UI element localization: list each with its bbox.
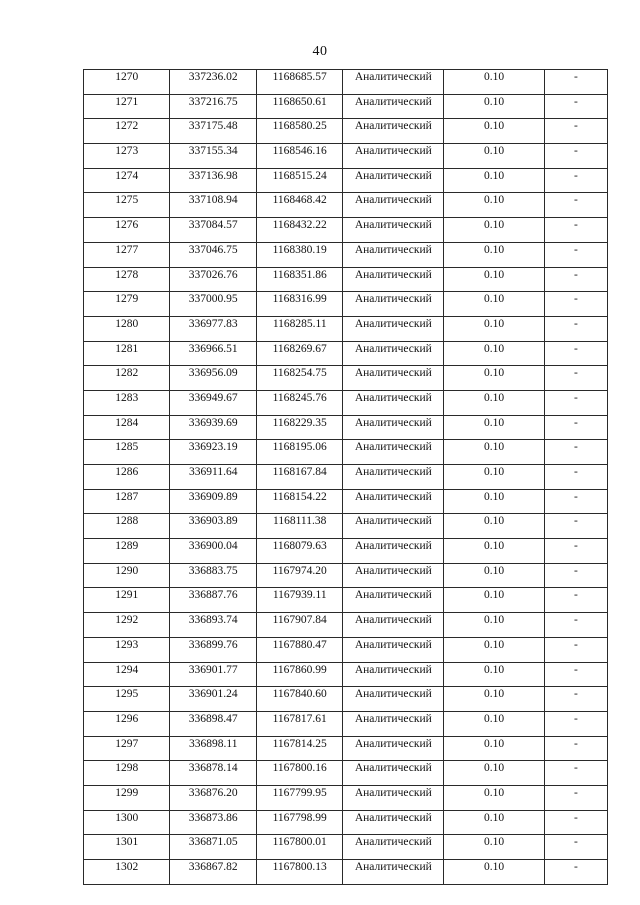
method-cell: Аналитический bbox=[343, 613, 444, 638]
x-coordinate-cell: 337046.75 bbox=[170, 242, 256, 267]
accuracy-cell: 0.10 bbox=[444, 613, 545, 638]
note-cell: - bbox=[544, 637, 607, 662]
point-number-cell: 1280 bbox=[84, 316, 170, 341]
table-row bbox=[84, 366, 608, 391]
method-cell: Аналитический bbox=[343, 588, 444, 613]
accuracy-cell: 0.10 bbox=[444, 292, 545, 317]
y-coordinate-cell: 1167860.99 bbox=[256, 662, 342, 687]
table-row bbox=[84, 242, 608, 267]
accuracy-cell: 0.10 bbox=[444, 94, 545, 119]
y-coordinate-cell: 1168079.63 bbox=[256, 539, 342, 564]
accuracy-cell: 0.10 bbox=[444, 539, 545, 564]
table-row bbox=[84, 835, 608, 860]
point-number-cell: 1277 bbox=[84, 242, 170, 267]
table-row bbox=[84, 292, 608, 317]
y-coordinate-cell: 1167817.61 bbox=[256, 711, 342, 736]
note-cell: - bbox=[544, 193, 607, 218]
point-number-cell: 1300 bbox=[84, 810, 170, 835]
point-number-cell: 1279 bbox=[84, 292, 170, 317]
point-number-cell: 1292 bbox=[84, 613, 170, 638]
point-number-cell: 1273 bbox=[84, 144, 170, 169]
note-cell: - bbox=[544, 711, 607, 736]
method-cell: Аналитический bbox=[343, 687, 444, 712]
x-coordinate-cell: 336900.04 bbox=[170, 539, 256, 564]
y-coordinate-cell: 1168351.86 bbox=[256, 267, 342, 292]
method-cell: Аналитический bbox=[343, 193, 444, 218]
x-coordinate-cell: 336949.67 bbox=[170, 390, 256, 415]
point-number-cell: 1296 bbox=[84, 711, 170, 736]
note-cell: - bbox=[544, 588, 607, 613]
method-cell: Аналитический bbox=[343, 835, 444, 860]
x-coordinate-cell: 337155.34 bbox=[170, 144, 256, 169]
y-coordinate-cell: 1167798.99 bbox=[256, 810, 342, 835]
point-number-cell: 1272 bbox=[84, 119, 170, 144]
accuracy-cell: 0.10 bbox=[444, 489, 545, 514]
point-number-cell: 1282 bbox=[84, 366, 170, 391]
table-row bbox=[84, 761, 608, 786]
table-row bbox=[84, 341, 608, 366]
table-row bbox=[84, 860, 608, 885]
method-cell: Аналитический bbox=[343, 242, 444, 267]
point-number-cell: 1294 bbox=[84, 662, 170, 687]
method-cell: Аналитический bbox=[343, 711, 444, 736]
point-number-cell: 1289 bbox=[84, 539, 170, 564]
table-row bbox=[84, 687, 608, 712]
y-coordinate-cell: 1167800.13 bbox=[256, 860, 342, 885]
y-coordinate-cell: 1168111.38 bbox=[256, 514, 342, 539]
table-row bbox=[84, 711, 608, 736]
x-coordinate-cell: 336878.14 bbox=[170, 761, 256, 786]
x-coordinate-cell: 337216.75 bbox=[170, 94, 256, 119]
x-coordinate-cell: 336867.82 bbox=[170, 860, 256, 885]
note-cell: - bbox=[544, 613, 607, 638]
method-cell: Аналитический bbox=[343, 440, 444, 465]
x-coordinate-cell: 336901.77 bbox=[170, 662, 256, 687]
accuracy-cell: 0.10 bbox=[444, 440, 545, 465]
y-coordinate-cell: 1167800.01 bbox=[256, 835, 342, 860]
table-row bbox=[84, 415, 608, 440]
x-coordinate-cell: 336893.74 bbox=[170, 613, 256, 638]
y-coordinate-cell: 1167840.60 bbox=[256, 687, 342, 712]
x-coordinate-cell: 337000.95 bbox=[170, 292, 256, 317]
y-coordinate-cell: 1168269.67 bbox=[256, 341, 342, 366]
y-coordinate-cell: 1167939.11 bbox=[256, 588, 342, 613]
method-cell: Аналитический bbox=[343, 366, 444, 391]
x-coordinate-cell: 337084.57 bbox=[170, 218, 256, 243]
table-row bbox=[84, 613, 608, 638]
method-cell: Аналитический bbox=[343, 465, 444, 490]
point-number-cell: 1284 bbox=[84, 415, 170, 440]
accuracy-cell: 0.10 bbox=[444, 711, 545, 736]
note-cell: - bbox=[544, 94, 607, 119]
table-row bbox=[84, 465, 608, 490]
note-cell: - bbox=[544, 736, 607, 761]
x-coordinate-cell: 336966.51 bbox=[170, 341, 256, 366]
coordinates-table bbox=[83, 69, 608, 885]
method-cell: Аналитический bbox=[343, 415, 444, 440]
table-row bbox=[84, 168, 608, 193]
y-coordinate-cell: 1168285.11 bbox=[256, 316, 342, 341]
accuracy-cell: 0.10 bbox=[444, 267, 545, 292]
table-row bbox=[84, 736, 608, 761]
note-cell: - bbox=[544, 366, 607, 391]
method-cell: Аналитический bbox=[343, 341, 444, 366]
method-cell: Аналитический bbox=[343, 860, 444, 885]
table-row bbox=[84, 662, 608, 687]
accuracy-cell: 0.10 bbox=[444, 390, 545, 415]
point-number-cell: 1276 bbox=[84, 218, 170, 243]
x-coordinate-cell: 336898.11 bbox=[170, 736, 256, 761]
table-row bbox=[84, 440, 608, 465]
accuracy-cell: 0.10 bbox=[444, 514, 545, 539]
method-cell: Аналитический bbox=[343, 662, 444, 687]
y-coordinate-cell: 1167880.47 bbox=[256, 637, 342, 662]
method-cell: Аналитический bbox=[343, 736, 444, 761]
y-coordinate-cell: 1168316.99 bbox=[256, 292, 342, 317]
note-cell: - bbox=[544, 341, 607, 366]
x-coordinate-cell: 336909.89 bbox=[170, 489, 256, 514]
point-number-cell: 1275 bbox=[84, 193, 170, 218]
note-cell: - bbox=[544, 292, 607, 317]
y-coordinate-cell: 1168432.22 bbox=[256, 218, 342, 243]
accuracy-cell: 0.10 bbox=[444, 835, 545, 860]
x-coordinate-cell: 336911.64 bbox=[170, 465, 256, 490]
method-cell: Аналитический bbox=[343, 761, 444, 786]
y-coordinate-cell: 1168380.19 bbox=[256, 242, 342, 267]
x-coordinate-cell: 336887.76 bbox=[170, 588, 256, 613]
note-cell: - bbox=[544, 761, 607, 786]
table-row bbox=[84, 316, 608, 341]
note-cell: - bbox=[544, 440, 607, 465]
accuracy-cell: 0.10 bbox=[444, 144, 545, 169]
point-number-cell: 1271 bbox=[84, 94, 170, 119]
note-cell: - bbox=[544, 70, 607, 95]
table-row bbox=[84, 218, 608, 243]
table-row bbox=[84, 144, 608, 169]
y-coordinate-cell: 1168515.24 bbox=[256, 168, 342, 193]
method-cell: Аналитический bbox=[343, 94, 444, 119]
table-row bbox=[84, 193, 608, 218]
note-cell: - bbox=[544, 489, 607, 514]
point-number-cell: 1291 bbox=[84, 588, 170, 613]
table-row bbox=[84, 267, 608, 292]
point-number-cell: 1301 bbox=[84, 835, 170, 860]
x-coordinate-cell: 336871.05 bbox=[170, 835, 256, 860]
accuracy-cell: 0.10 bbox=[444, 465, 545, 490]
point-number-cell: 1278 bbox=[84, 267, 170, 292]
note-cell: - bbox=[544, 514, 607, 539]
x-coordinate-cell: 336901.24 bbox=[170, 687, 256, 712]
accuracy-cell: 0.10 bbox=[444, 242, 545, 267]
accuracy-cell: 0.10 bbox=[444, 662, 545, 687]
table-row bbox=[84, 539, 608, 564]
point-number-cell: 1285 bbox=[84, 440, 170, 465]
note-cell: - bbox=[544, 144, 607, 169]
accuracy-cell: 0.10 bbox=[444, 736, 545, 761]
accuracy-cell: 0.10 bbox=[444, 860, 545, 885]
x-coordinate-cell: 337236.02 bbox=[170, 70, 256, 95]
method-cell: Аналитический bbox=[343, 514, 444, 539]
point-number-cell: 1270 bbox=[84, 70, 170, 95]
x-coordinate-cell: 337026.76 bbox=[170, 267, 256, 292]
method-cell: Аналитический bbox=[343, 637, 444, 662]
method-cell: Аналитический bbox=[343, 292, 444, 317]
note-cell: - bbox=[544, 539, 607, 564]
accuracy-cell: 0.10 bbox=[444, 193, 545, 218]
accuracy-cell: 0.10 bbox=[444, 588, 545, 613]
point-number-cell: 1286 bbox=[84, 465, 170, 490]
note-cell: - bbox=[544, 662, 607, 687]
note-cell: - bbox=[544, 465, 607, 490]
x-coordinate-cell: 337175.48 bbox=[170, 119, 256, 144]
y-coordinate-cell: 1168245.76 bbox=[256, 390, 342, 415]
table-row bbox=[84, 119, 608, 144]
method-cell: Аналитический bbox=[343, 267, 444, 292]
method-cell: Аналитический bbox=[343, 785, 444, 810]
x-coordinate-cell: 336939.69 bbox=[170, 415, 256, 440]
table-row bbox=[84, 785, 608, 810]
y-coordinate-cell: 1168546.16 bbox=[256, 144, 342, 169]
y-coordinate-cell: 1168154.22 bbox=[256, 489, 342, 514]
accuracy-cell: 0.10 bbox=[444, 637, 545, 662]
point-number-cell: 1295 bbox=[84, 687, 170, 712]
table-row bbox=[84, 514, 608, 539]
note-cell: - bbox=[544, 687, 607, 712]
method-cell: Аналитический bbox=[343, 810, 444, 835]
x-coordinate-cell: 336883.75 bbox=[170, 563, 256, 588]
point-number-cell: 1288 bbox=[84, 514, 170, 539]
y-coordinate-cell: 1168195.06 bbox=[256, 440, 342, 465]
page-number: 40 bbox=[312, 44, 328, 59]
method-cell: Аналитический bbox=[343, 119, 444, 144]
method-cell: Аналитический bbox=[343, 168, 444, 193]
y-coordinate-cell: 1168167.84 bbox=[256, 465, 342, 490]
y-coordinate-cell: 1168580.25 bbox=[256, 119, 342, 144]
table-row bbox=[84, 588, 608, 613]
y-coordinate-cell: 1168229.35 bbox=[256, 415, 342, 440]
table-row bbox=[84, 489, 608, 514]
table-row bbox=[84, 70, 608, 95]
y-coordinate-cell: 1168650.61 bbox=[256, 94, 342, 119]
note-cell: - bbox=[544, 835, 607, 860]
x-coordinate-cell: 337136.98 bbox=[170, 168, 256, 193]
y-coordinate-cell: 1168254.75 bbox=[256, 366, 342, 391]
y-coordinate-cell: 1167814.25 bbox=[256, 736, 342, 761]
y-coordinate-cell: 1167800.16 bbox=[256, 761, 342, 786]
x-coordinate-cell: 336956.09 bbox=[170, 366, 256, 391]
note-cell: - bbox=[544, 810, 607, 835]
y-coordinate-cell: 1167974.20 bbox=[256, 563, 342, 588]
point-number-cell: 1299 bbox=[84, 785, 170, 810]
note-cell: - bbox=[544, 316, 607, 341]
point-number-cell: 1274 bbox=[84, 168, 170, 193]
method-cell: Аналитический bbox=[343, 563, 444, 588]
accuracy-cell: 0.10 bbox=[444, 168, 545, 193]
note-cell: - bbox=[544, 242, 607, 267]
x-coordinate-cell: 336873.86 bbox=[170, 810, 256, 835]
table-row bbox=[84, 563, 608, 588]
note-cell: - bbox=[544, 390, 607, 415]
point-number-cell: 1281 bbox=[84, 341, 170, 366]
point-number-cell: 1293 bbox=[84, 637, 170, 662]
accuracy-cell: 0.10 bbox=[444, 761, 545, 786]
table-row bbox=[84, 810, 608, 835]
x-coordinate-cell: 336899.76 bbox=[170, 637, 256, 662]
accuracy-cell: 0.10 bbox=[444, 316, 545, 341]
accuracy-cell: 0.10 bbox=[444, 218, 545, 243]
point-number-cell: 1283 bbox=[84, 390, 170, 415]
accuracy-cell: 0.10 bbox=[444, 341, 545, 366]
note-cell: - bbox=[544, 415, 607, 440]
note-cell: - bbox=[544, 119, 607, 144]
accuracy-cell: 0.10 bbox=[444, 415, 545, 440]
method-cell: Аналитический bbox=[343, 539, 444, 564]
method-cell: Аналитический bbox=[343, 489, 444, 514]
table-row bbox=[84, 390, 608, 415]
x-coordinate-cell: 337108.94 bbox=[170, 193, 256, 218]
y-coordinate-cell: 1167799.95 bbox=[256, 785, 342, 810]
y-coordinate-cell: 1168468.42 bbox=[256, 193, 342, 218]
x-coordinate-cell: 336898.47 bbox=[170, 711, 256, 736]
x-coordinate-cell: 336977.83 bbox=[170, 316, 256, 341]
note-cell: - bbox=[544, 563, 607, 588]
coordinates-table-body bbox=[84, 70, 608, 885]
note-cell: - bbox=[544, 860, 607, 885]
note-cell: - bbox=[544, 168, 607, 193]
accuracy-cell: 0.10 bbox=[444, 785, 545, 810]
method-cell: Аналитический bbox=[343, 144, 444, 169]
y-coordinate-cell: 1167907.84 bbox=[256, 613, 342, 638]
method-cell: Аналитический bbox=[343, 390, 444, 415]
x-coordinate-cell: 336923.19 bbox=[170, 440, 256, 465]
table-row bbox=[84, 94, 608, 119]
table-row bbox=[84, 637, 608, 662]
point-number-cell: 1287 bbox=[84, 489, 170, 514]
x-coordinate-cell: 336903.89 bbox=[170, 514, 256, 539]
accuracy-cell: 0.10 bbox=[444, 70, 545, 95]
point-number-cell: 1298 bbox=[84, 761, 170, 786]
note-cell: - bbox=[544, 785, 607, 810]
point-number-cell: 1290 bbox=[84, 563, 170, 588]
method-cell: Аналитический bbox=[343, 70, 444, 95]
accuracy-cell: 0.10 bbox=[444, 810, 545, 835]
x-coordinate-cell: 336876.20 bbox=[170, 785, 256, 810]
method-cell: Аналитический bbox=[343, 218, 444, 243]
note-cell: - bbox=[544, 218, 607, 243]
method-cell: Аналитический bbox=[343, 316, 444, 341]
accuracy-cell: 0.10 bbox=[444, 119, 545, 144]
point-number-cell: 1302 bbox=[84, 860, 170, 885]
point-number-cell: 1297 bbox=[84, 736, 170, 761]
accuracy-cell: 0.10 bbox=[444, 687, 545, 712]
accuracy-cell: 0.10 bbox=[444, 563, 545, 588]
accuracy-cell: 0.10 bbox=[444, 366, 545, 391]
note-cell: - bbox=[544, 267, 607, 292]
y-coordinate-cell: 1168685.57 bbox=[256, 70, 342, 95]
